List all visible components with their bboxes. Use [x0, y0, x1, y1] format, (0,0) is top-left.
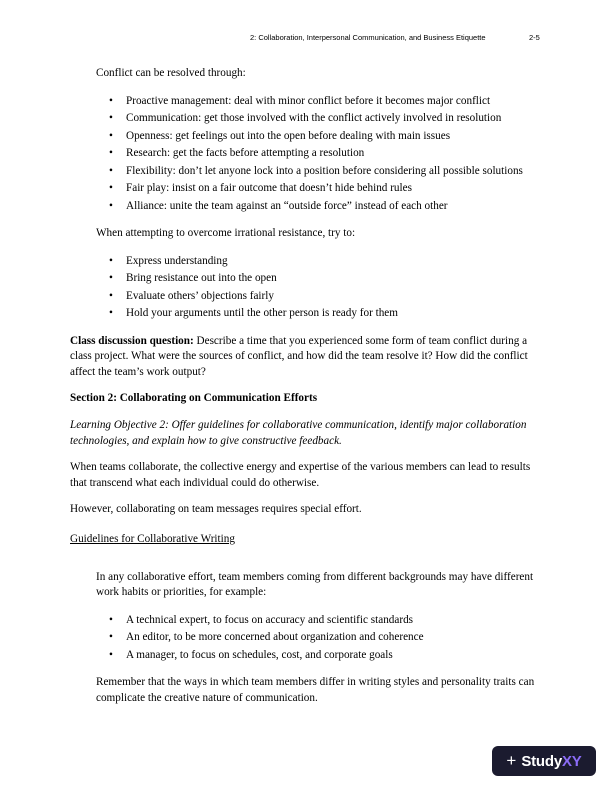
list-item: • Communication: get those involved with the conflict actively involved in resolution: [126, 110, 542, 128]
header-page-number: 2-5: [529, 33, 540, 42]
guidelines-intro: In any collaborative effort, team members coming from different backgrounds may have different work habits or priorities, for example:: [96, 570, 534, 599]
conflict-resolution-list: [70, 93, 542, 216]
list-item: • Proactive management: deal with minor conflict before it becomes major conflict: [126, 93, 542, 111]
list-item: • An editor, to be more concerned about organization and coherence: [126, 629, 542, 647]
list-item: • A technical expert, to focus on accuracy and scientific standards: [126, 612, 542, 630]
section-heading: Section 2: Collaborating on Communication Efforts: [70, 392, 318, 405]
list-item: • Fair play: insist on a fair outcome that doesn’t hide behind rules: [126, 180, 542, 198]
list-item: • Bring resistance out into the open: [126, 270, 542, 288]
list-item: • Hold your arguments until the other person is ready for them: [126, 305, 542, 323]
list-item: • Openness: get feelings out into the open before dealing with main issues: [126, 128, 542, 146]
list-item: • Research: get the facts before attempting a resolution: [126, 145, 542, 163]
conflict-intro-line: Conflict can be resolved through:: [96, 67, 246, 79]
header-chapter-title: 2: Collaboration, Interpersonal Communication, and Business Etiquette: [250, 33, 486, 42]
resistance-intro-line: When attempting to overcome irrational resistance, try to:: [96, 227, 356, 240]
guidelines-list: [70, 612, 542, 665]
brand-second: XY: [561, 752, 582, 770]
learning-objective: Learning Objective 2: Offer guidelines for collaborative communication, identify major collaboration technologies, and explain how to give constructive feedback.: [70, 419, 527, 447]
resistance-list: [70, 253, 542, 323]
class-discussion-label: Class discussion question:: [70, 334, 194, 347]
class-discussion-paragraph: [70, 334, 542, 381]
list-item: • Flexibility: don’t let anyone lock into a position before considering all possible solutions: [126, 163, 542, 181]
brand-label: [521, 753, 581, 770]
collaborate-paragraph: When teams collaborate, the collective energy and expertise of the various members can lead to results that transcend what each individual could do otherwise.: [70, 461, 531, 489]
document-content: [70, 66, 542, 718]
guidelines-heading: Guidelines for Collaborative Writing: [70, 533, 235, 546]
list-item: • A manager, to focus on schedules, cost, and corporate goals: [126, 647, 542, 665]
closing-paragraph: Remember that the ways in which team members differ in writing styles and personality traits can complicate the creative nature of communication.: [96, 676, 535, 704]
class-discussion-text: Describe a time that you experienced some form of team conflict during a class project. What were the sources of conflict, and how did the team resolve it? How did the conflict affect the team’s work output?: [70, 334, 528, 378]
list-item: • Express understanding: [126, 253, 542, 271]
studyxy-watermark: [492, 746, 596, 776]
list-item: • Alliance: unite the team against an “outside force” instead of each other: [126, 198, 542, 216]
brand-first: Study: [521, 752, 562, 770]
effort-paragraph: However, collaborating on team messages requires special effort.: [70, 503, 362, 516]
list-item: • Evaluate others’ objections fairly: [126, 288, 542, 306]
plus-icon: +: [506, 750, 517, 770]
guidelines-heading-wrap: [70, 529, 542, 559]
